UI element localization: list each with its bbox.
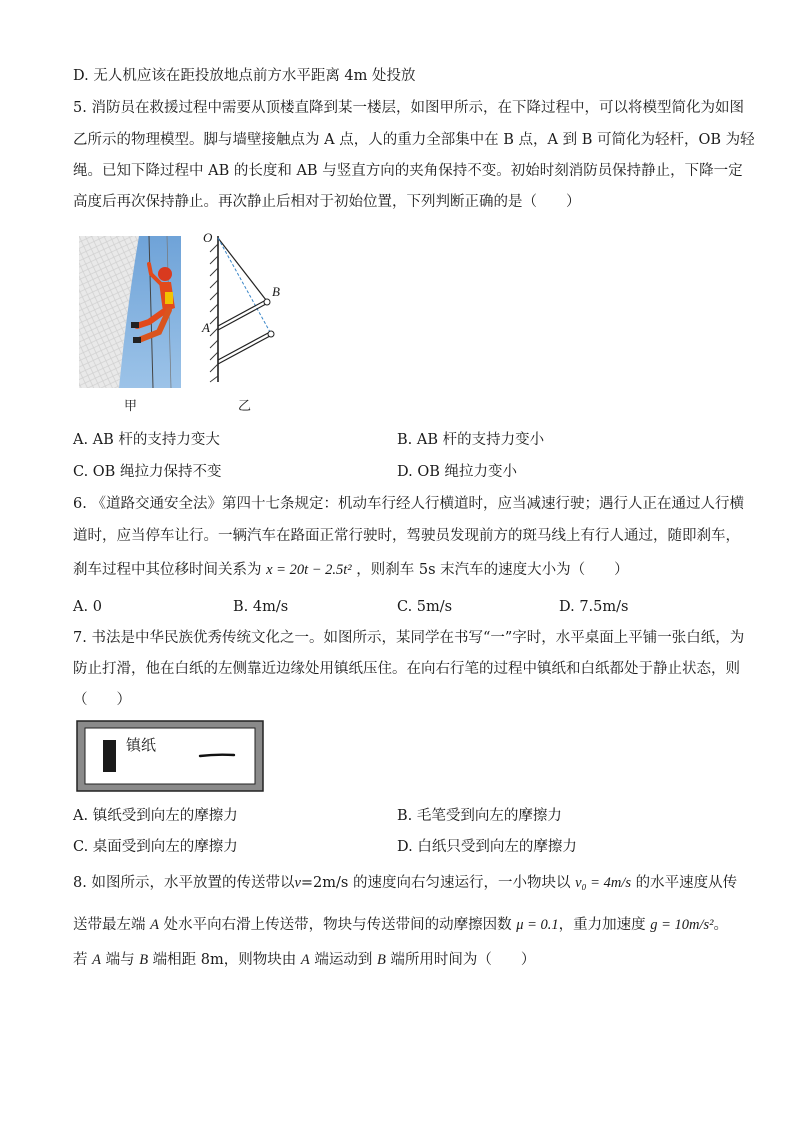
q7-option-b: B. 毛笔受到向左的摩擦力 <box>397 808 562 824</box>
q8-line-3 <box>73 950 535 970</box>
q6-line-3-post: ，则刹车 5s 末汽车的速度大小为（ ） <box>356 562 629 578</box>
q8-text: 端相距 8m，则物块由 <box>152 952 297 968</box>
q8-text: 送带最左端 <box>73 917 146 933</box>
q6-formula: x = 20t − 2.5t² <box>266 562 352 578</box>
firefighter-photo <box>79 236 181 388</box>
q8-text: 端运动到 <box>314 952 373 968</box>
q5-option-c: C. OB 绳拉力保持不变 <box>73 464 222 480</box>
q7-line-3: （ ） <box>73 692 131 708</box>
q7-line-1: 7. 书法是中华民族优秀传统文化之一。如图所示，某同学在书写“一”字时，水平桌面上平铺一张白纸，为 <box>73 630 745 646</box>
q8-text: 8. 如图所示，水平放置的传送带以 <box>73 875 295 891</box>
q8-var-v: v <box>294 875 301 891</box>
paperweight-diagram <box>76 720 264 792</box>
label-b: B <box>272 284 280 299</box>
q5-option-b: B. AB 杆的支持力变小 <box>397 432 545 448</box>
q5-option-d: D. OB 绳拉力变小 <box>397 464 517 480</box>
q8-text: 的水平速度从传 <box>635 875 738 891</box>
q8-text: ，重力加速度 <box>558 917 646 933</box>
q8-var-a: A <box>92 952 101 968</box>
q4-option-d: D. 无人机应该在距投放地点前方水平距离 4m 处投放 <box>73 68 416 84</box>
q7-option-c: C. 桌面受到向左的摩擦力 <box>73 839 238 855</box>
wall-model-diagram <box>196 226 296 386</box>
fig-caption-jia: 甲 <box>124 399 138 414</box>
q8-line-1 <box>73 873 737 893</box>
q8-v0: v₀ = 4m/s <box>575 875 631 891</box>
q6-option-d: D. 7.5m/s <box>559 599 629 615</box>
q8-text: =2m/s 的速度向右匀速运行，一小物块以 <box>300 875 571 891</box>
q8-g: g = 10m/s² <box>650 917 714 933</box>
q5-line-1: 5. 消防员在救援过程中需要从顶楼直降到某一楼层，如图甲所示，在下降过程中，可以将模型简化为如图 <box>73 100 744 116</box>
q6-line-2: 道时，应当停车让行。一辆汽车在路面正常行驶时，驾驶员发现前方的斑马线上有行人通过，随即刹车， <box>73 528 740 544</box>
q8-text: 端与 <box>105 952 135 968</box>
q8-var-b: B <box>376 952 386 968</box>
q8-text: 端所用时间为（ ） <box>390 952 536 968</box>
q5-line-3: 绳。已知下降过程中 AB 的长度和 AB 与竖直方向的夹角保持不变。初始时刻消防员保持静止，下降一定 <box>73 163 743 179</box>
firefighter-photo-svg <box>79 236 181 388</box>
q8-mu: μ = 0.1 <box>516 917 559 933</box>
q7-option-a: A. 镇纸受到向左的摩擦力 <box>73 808 238 824</box>
label-o: O <box>203 230 213 245</box>
q8-text: 若 <box>73 952 88 968</box>
q8-var-a: A <box>300 952 310 968</box>
q6-line-3 <box>73 560 629 580</box>
q7-option-d: D. 白纸只受到向左的摩擦力 <box>397 839 577 855</box>
paperweight-svg <box>76 720 264 792</box>
q5-line-2: 乙所示的物理模型。脚与墙壁接触点为 A 点，人的重力全部集中在 B 点，A 到 B 可简化为轻杆，OB 为轻 <box>73 132 755 148</box>
q8-text: 。 <box>713 917 729 933</box>
q6-option-b: B. 4m/s <box>233 599 289 615</box>
q8-line-2 <box>73 915 728 935</box>
q6-option-a: A. 0 <box>73 599 102 615</box>
wall-model-svg <box>196 226 296 386</box>
paperweight-label: 镇纸 <box>126 736 157 754</box>
label-a: A <box>202 320 210 335</box>
q6-option-c: C. 5m/s <box>397 599 453 615</box>
fig-caption-yi: 乙 <box>238 399 252 414</box>
q6-line-3-pre: 刹车过程中其位移时间关系为 <box>73 562 262 578</box>
q7-line-2: 防止打滑，他在白纸的左侧靠近边缘处用镇纸压住。在向右行笔的过程中镇纸和白纸都处于静止状态，则 <box>73 661 740 677</box>
q5-option-a: A. AB 杆的支持力变大 <box>73 432 220 448</box>
q8-text: 处水平向右滑上传送带，物块与传送带间的动摩擦因数 <box>163 917 512 933</box>
q8-var-b: B <box>139 952 149 968</box>
q6-line-1: 6. 《道路交通安全法》第四十七条规定：机动车行经人行横道时，应当减速行驶；遇行人正在通过人行横 <box>73 496 744 512</box>
q5-line-4: 高度后再次保持静止。再次静止后相对于初始位置，下列判断正确的是（ ） <box>73 194 581 210</box>
q8-var-a: A <box>150 917 159 933</box>
